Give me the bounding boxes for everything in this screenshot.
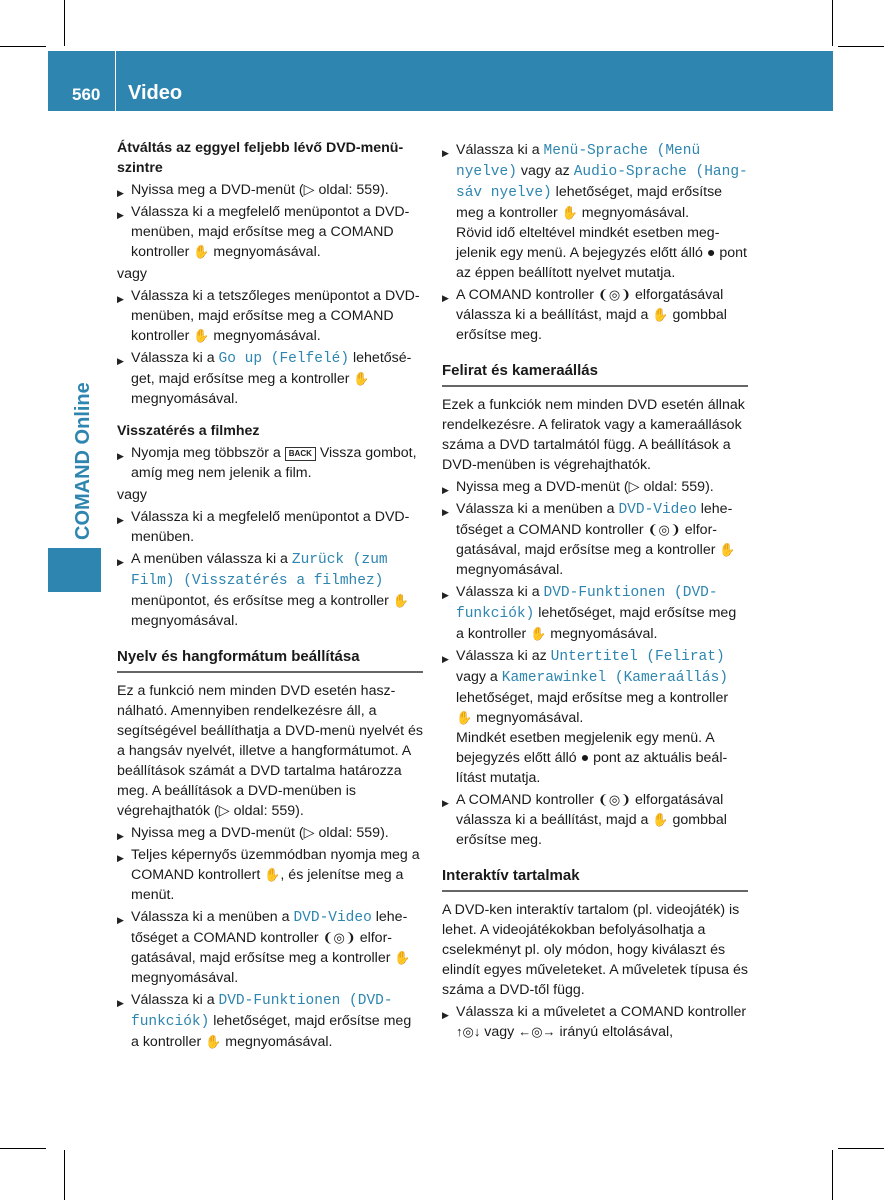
press-controller-icon: ✋ bbox=[652, 812, 669, 827]
list-item: ▶ Válassza ki a DVD-Funktionen (DVD-funkciók) lehetőséget, majd erősítse meg a kontroller ✋ megnyomásával. bbox=[117, 990, 423, 1052]
list-item: ▶ Válassza ki az Untertitel (Felirat) vagy a Kamerawinkel (Kameraállás) lehetőséget, majd erősítse meg a kontroller ✋ megnyomásával. Mindkét esetben megjelenik egy menü. A bejegyzés előtt álló ● pont az aktuális beállítást mutatja. bbox=[442, 646, 748, 788]
back-key-icon: BACK bbox=[285, 447, 316, 461]
arrow-icon: ▷ bbox=[218, 803, 230, 819]
list-item: ▶ Nyissa meg a DVD-menüt (▷ oldal: 559). bbox=[117, 823, 423, 843]
paragraph: A DVD-ken interaktív tartalom (pl. videojáték) is lehet. A videojátékokban befolyásolhatja a cselekményt pl. oly módon, hogy kiválaszt és elindít egyes műveleteket. A műveletek típusa és száma a DVD-től függ. bbox=[442, 902, 748, 998]
press-controller-icon: ✋ bbox=[652, 307, 669, 322]
crop-mark bbox=[64, 1150, 65, 1200]
right-column bbox=[442, 138, 748, 1044]
crop-mark bbox=[838, 1148, 884, 1149]
arrow-icon: ▷ bbox=[303, 825, 315, 841]
side-tab bbox=[48, 548, 101, 592]
press-controller-icon: ✋ bbox=[205, 1034, 222, 1049]
list-item: ▶ Teljes képernyős üzemmódban nyomja meg a COMAND kontrollert ✋, és jelenítse meg a menüt. bbox=[117, 845, 423, 905]
paragraph: Ezek a funkciók nem minden DVD esetén állnak rendelkezésre. A feliratok vagy a kameraállások száma a DVD tartalmától függ. A beállítások a DVD-menüben is végrehajthatók. bbox=[442, 397, 745, 473]
rotate-controller-icon: ❨◎❩ bbox=[597, 287, 632, 302]
list-item: ▶ Válassza ki a megfelelő menüpontot a DVD-menüben. bbox=[117, 507, 423, 547]
list-item: ▶ Nyomja meg többször a BACK Vissza gombot, amíg meg nem jelenik a film. bbox=[117, 443, 423, 483]
list-item: ▶ Nyissa meg a DVD-menüt (▷ oldal: 559). bbox=[442, 477, 748, 497]
list-item: ▶ Nyissa meg a DVD-menüt (▷ oldal: 559). bbox=[117, 180, 423, 200]
side-chapter-label: COMAND Online bbox=[72, 382, 94, 540]
page-number: 560 bbox=[72, 85, 101, 104]
slide-up-down-icon: ↑◎↓ bbox=[456, 1024, 481, 1039]
rotate-controller-icon: ❨◎❩ bbox=[597, 792, 632, 807]
slide-left-right-icon: ←◎→ bbox=[518, 1024, 556, 1039]
list-item: ▶ A COMAND kontroller ❨◎❩ elforgatásával válassza ki a beállítást, majd a ✋ gombbal erősítse meg. bbox=[442, 285, 748, 345]
or-text: vagy bbox=[117, 487, 147, 503]
menu-code: Zurück (zum Film) (Visszatérés a filmhez) bbox=[131, 552, 388, 589]
section-heading: Nyelv és hangformátum beállítása bbox=[117, 647, 423, 673]
section-heading: Visszatérés a filmhez bbox=[117, 423, 260, 439]
header-divider bbox=[115, 51, 116, 111]
list-item: ▶ A menüben válassza ki a Zurück (zum Film) (Visszatérés a filmhez) menüpontot, és erősítse meg a kontroller ✋ megnyomásával. bbox=[117, 549, 423, 631]
list-item: ▶ Válassza ki a Menü-Sprache (Menü nyelve) vagy az Audio-Sprache (Hangsáv nyelve) lehetőséget, majd erősítse meg a kontroller ✋ megnyomásával. Rövid idő elteltével mindkét esetben megjelenik egy menü. A bejegyzés előtt álló ● pont az éppen beállított nyelvet mutatja. bbox=[442, 140, 748, 283]
list-item: ▶ A COMAND kontroller ❨◎❩ elforgatásával válassza ki a beállítást, majd a ✋ gombbal erősítse meg. bbox=[442, 790, 748, 850]
paragraph: Ez a funkció nem minden DVD esetén használható. Amennyiben rendelkezésre áll, a segítségével beállíthatja a DVD-menü nyelvét és a hangsáv nyelvét, illetve a hangformátumot. A beállítások számát a DVD tartalma határozza meg. A beállítások a DVD-menüben is végrehajthatók (▷ oldal: 559). bbox=[117, 683, 423, 819]
section-heading: Interaktív tartalmak bbox=[442, 866, 748, 892]
left-column bbox=[117, 138, 423, 1054]
arrow-icon: ▷ bbox=[628, 479, 640, 495]
press-controller-icon: ✋ bbox=[530, 626, 547, 641]
menu-code: Untertitel (Felirat) bbox=[550, 649, 725, 665]
section-heading: Átváltás az eggyel feljebb lévő DVD-menüszintre bbox=[117, 140, 404, 176]
menu-code: Audio-Sprache (Hangsáv nyelve) bbox=[456, 164, 748, 201]
menu-code: DVD-Video bbox=[293, 910, 372, 926]
crop-mark bbox=[832, 1150, 833, 1200]
press-controller-icon: ✋ bbox=[193, 328, 210, 343]
list-item: ▶ Válassza ki a menüben a DVD-Video lehetőséget a COMAND kontroller ❨◎❩ elforgatásával, majd erősítse meg a kontroller ✋ megnyomásával. bbox=[117, 907, 423, 988]
press-controller-icon: ✋ bbox=[456, 710, 473, 725]
crop-mark bbox=[0, 46, 46, 47]
list-item: ▶ Válassza ki a megfelelő menüpontot a DVD-menüben, majd erősítse meg a COMAND kontroller ✋ megnyomásával. bbox=[117, 202, 423, 262]
press-controller-icon: ✋ bbox=[193, 244, 210, 259]
press-controller-icon: ✋ bbox=[353, 371, 370, 386]
page-title: Video bbox=[128, 82, 183, 104]
rotate-controller-icon: ❨◎❩ bbox=[647, 522, 681, 537]
crop-mark bbox=[838, 46, 884, 47]
rotate-controller-icon: ❨◎❩ bbox=[322, 930, 356, 945]
menu-code: Kamerawinkel (Kameraállás) bbox=[501, 670, 728, 686]
list-item: ▶ Válassza ki a tetszőleges menüpontot a DVD-menüben, majd erősítse meg a COMAND kontroller ✋ megnyomásával. bbox=[117, 286, 423, 346]
menu-code: Menü-Sprache (Menü nyelve) bbox=[456, 143, 701, 180]
menu-code: DVD-Funktionen (DVD-funkciók) bbox=[131, 993, 393, 1030]
menu-code: DVD-Video bbox=[618, 502, 697, 518]
press-controller-icon: ✋ bbox=[392, 593, 410, 608]
press-controller-icon: ✋ bbox=[264, 867, 281, 882]
menu-code: Go up (Felfelé) bbox=[218, 351, 350, 367]
menu-code: DVD-Funktionen (DVD-funkciók) bbox=[456, 585, 718, 622]
press-controller-icon: ✋ bbox=[394, 950, 411, 965]
crop-mark bbox=[0, 1148, 46, 1149]
section-heading: Felirat és kameraállás bbox=[442, 361, 748, 387]
press-controller-icon: ✋ bbox=[561, 205, 578, 220]
crop-mark bbox=[64, 0, 65, 46]
list-item: ▶ Válassza ki a műveletet a COMAND kontroller ↑◎↓ vagy ←◎→ irányú eltolásával, bbox=[442, 1002, 748, 1042]
list-item: ▶ Válassza ki a Go up (Felfelé) lehetőséget, majd erősítse meg a kontroller ✋ megnyomásával. bbox=[117, 348, 423, 409]
or-text: vagy bbox=[117, 266, 147, 282]
list-item: ▶ Válassza ki a DVD-Funktionen (DVD-funkciók) lehetőséget, majd erősítse meg a kontroller ✋ megnyomásával. bbox=[442, 582, 748, 644]
list-item: ▶ Válassza ki a menüben a DVD-Video lehetőséget a COMAND kontroller ❨◎❩ elforgatásával, majd erősítse meg a kontroller ✋ megnyomásával. bbox=[442, 499, 748, 580]
press-controller-icon: ✋ bbox=[719, 542, 736, 557]
crop-mark bbox=[832, 0, 833, 46]
arrow-icon: ▷ bbox=[303, 182, 315, 198]
